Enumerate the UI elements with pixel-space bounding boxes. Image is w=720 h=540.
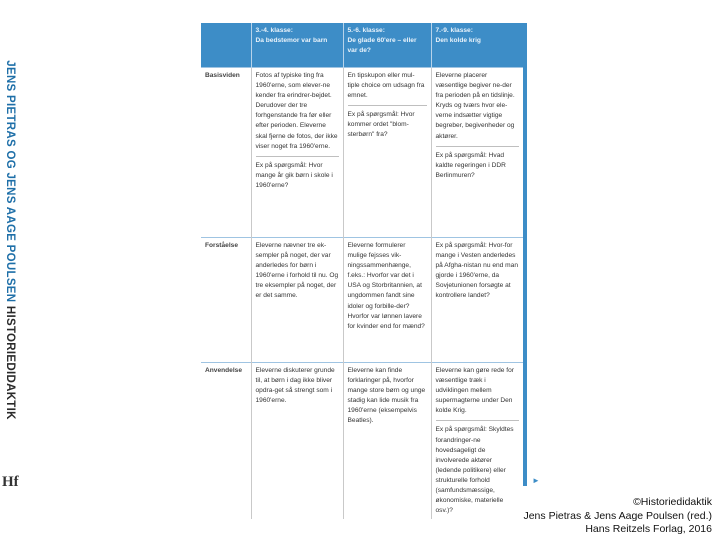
header-corner	[201, 23, 251, 68]
didactic-table	[201, 23, 523, 519]
table-row	[201, 363, 523, 520]
cell-basisviden-5-6	[343, 68, 431, 238]
divider	[348, 101, 427, 106]
cell-text: Eleverne formulerer mulige fejsses vik-ningssammenhænge, f.eks.: Hvorfor var det i USA og Storbritannien, at ungdommen fandt sine idoler og forbille-der? Hvorfor var lønnen lavere for kvinder end for mænd?	[347, 242, 425, 330]
cell-anvendelse-7-9	[431, 363, 523, 520]
cell-forstaaelse-3-4	[251, 238, 343, 363]
cell-text: Eleverne kan finde forklaringer på, hvorfor mange store børn og unge stadig kan lide musik fra 1960'erne (eksempelvis Beatles).	[347, 367, 426, 425]
cell-basisviden-3-4	[251, 68, 343, 238]
cell-text: Ex på spørgsmål: Hvor mange år gik børn i skole i 1960'erne?	[255, 161, 333, 189]
table-row	[201, 68, 523, 238]
credit-line: Jens Pietras & Jens Aage Poulsen (red.)	[523, 509, 712, 522]
divider	[436, 142, 520, 147]
divider	[436, 416, 520, 421]
header-grade-3-4: 3.-4. klasse: Da bedstemor var barn	[251, 23, 343, 68]
cell-text: Eleverne placerer væsentlige begiver ne-der fra perioden på en tidslinje. Kryds og tværs hvor ele-verne indsætter vigtige begreber, begivenheder og aktører.	[435, 72, 515, 140]
publisher-logo: Hf	[2, 474, 19, 490]
header-grade-7-9: 7.-9. klasse: Den kolde krig	[431, 23, 523, 68]
cell-text: Eleverne diskuterer grunde til, at børn i dag ikke bliver opdra-get så strengt som i 1960'erne.	[255, 367, 335, 405]
cell-text: Fotos af typiske ting fra 1960'erne, som elever-ne kender fra erindrer-bejdet. Derudover der tre forhgenstande fra før eller efter perioden. Eleverne skal fjerne de fotos, der ikke viser noget fra 1960'erne.	[255, 72, 338, 150]
cell-text: Ex på spørgsmål: Hvor kommer ordet "blom-sterbørn" fra?	[347, 111, 415, 139]
row-label-forstaaelse: Forståelse	[201, 238, 251, 363]
cell-anvendelse-3-4	[251, 363, 343, 520]
next-arrow-icon: ►	[532, 476, 540, 485]
spine-authors: JENS PIETRAS OG JENS AAGE POULSEN	[4, 60, 16, 303]
cell-basisviden-7-9	[431, 68, 523, 238]
row-label-basisviden: Basisviden	[201, 68, 251, 238]
cell-text: Ex på spørgsmål: Hvad kaldte regeringen i DDR Berlinmuren?	[435, 151, 506, 179]
cell-anvendelse-5-6	[343, 363, 431, 520]
cell-text: Ex på spørgsmål: Skyldtes forandringer-ne hovedsageligt de involverede aktører (ledende politikere) eller strukturelle forhold (samfundsmæssige, økonomiske, materielle osv.)?	[435, 426, 514, 515]
book-spine-label	[0, 0, 20, 540]
page-edge-bar	[523, 23, 527, 486]
cell-forstaaelse-5-6	[343, 238, 431, 363]
cell-text: Eleverne nævner tre ek-sempler på noget, der var anderledes for børn i 1960'erne i forhold til nu. Og tre eksempler på noget, der er det samme.	[255, 242, 339, 300]
spine-text	[4, 60, 16, 419]
divider	[256, 152, 339, 157]
table-row	[201, 238, 523, 363]
row-label-anvendelse: Anvendelse	[201, 363, 251, 520]
header-grade-5-6: 5.-6. klasse: De glade 60'ere – eller var de?	[343, 23, 431, 68]
copyright-credits	[523, 496, 712, 537]
table-header-row	[201, 23, 523, 68]
credit-line: ©Historiedidaktik	[633, 496, 712, 508]
credit-line: Hans Reitzels Forlag, 2016	[585, 523, 712, 535]
spine-subject: HISTORIEDIDAKTIK	[4, 305, 16, 420]
book-page	[201, 23, 523, 515]
cell-text: Ex på spørgsmål: Hvor-for mange i Vesten anderledes på Afgha-nistan nu end man gjorde i 1960'erne, da Sovjetunionen forsøgte at kontrollere landet?	[435, 242, 518, 300]
cell-text: Eleverne kan gøre rede for væsentlige træk i udviklingen mellem supermagterne under Den kolde Krig.	[435, 367, 514, 415]
cell-text: En tipskupon eller mul-tiple choice om udsagn fra emnet.	[347, 72, 425, 100]
cell-forstaaelse-7-9	[431, 238, 523, 363]
